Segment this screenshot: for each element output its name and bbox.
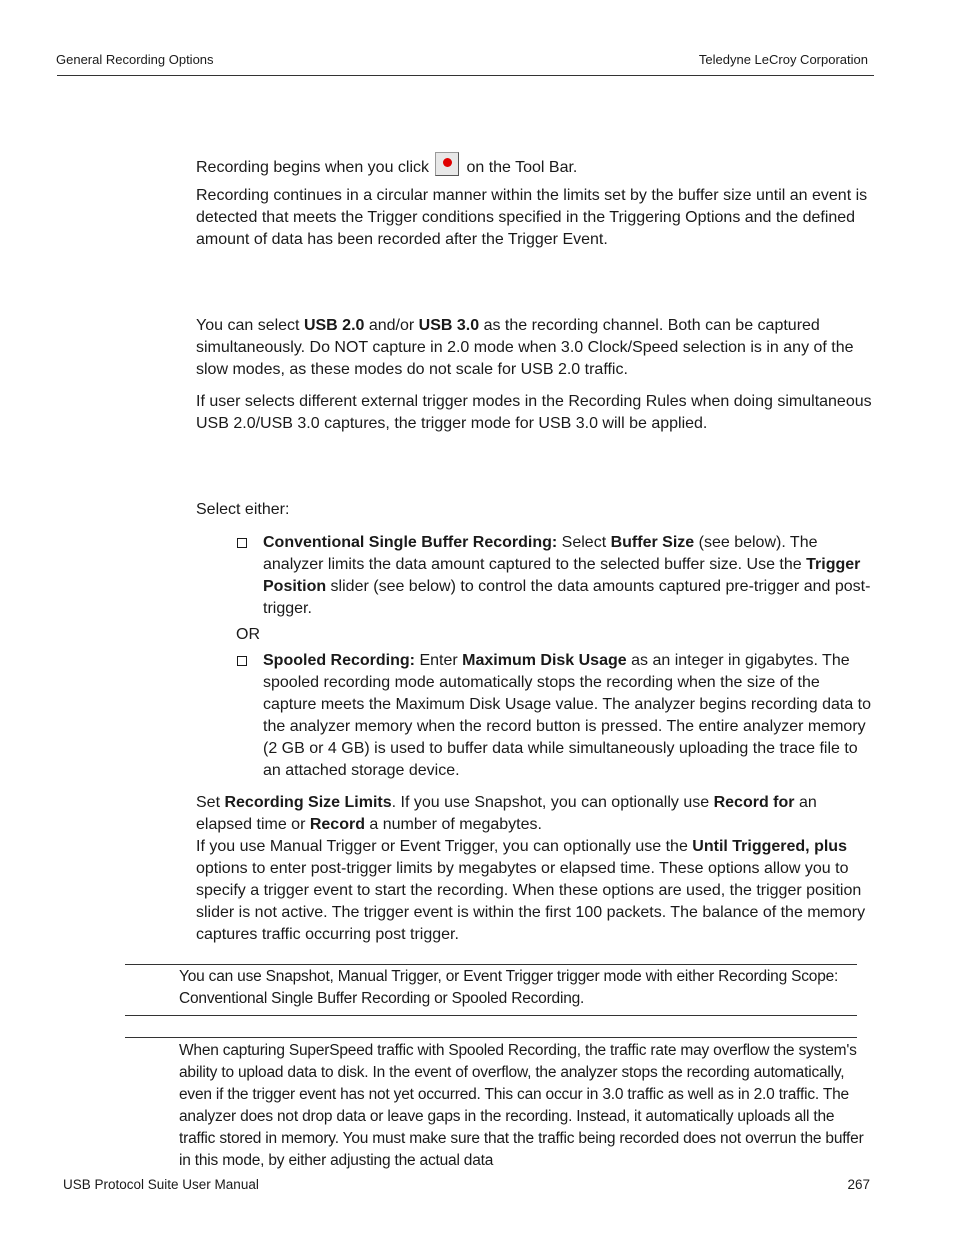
footer-page-number: 267 bbox=[847, 1177, 870, 1192]
header-company: Teledyne LeCroy Corporation bbox=[698, 52, 868, 67]
footer-manual-title: USB Protocol Suite User Manual bbox=[63, 1177, 259, 1192]
note-bottom-rule bbox=[125, 1015, 857, 1016]
checkbox-bullet-icon bbox=[237, 656, 247, 666]
conventional-recording-item: Conventional Single Buffer Recording: Select Buffer Size (see below). The analyzer limits the data amount captured to the selected buffer size. Use the Trigger Position slider (see below) to control the data amounts captured pre-trigger and post-trigger. bbox=[263, 534, 871, 617]
note-top-rule bbox=[125, 964, 857, 965]
header-divider bbox=[57, 75, 874, 76]
checkbox-bullet-icon bbox=[237, 538, 247, 548]
note2-top-rule bbox=[125, 1037, 857, 1038]
record-button-icon bbox=[435, 152, 459, 176]
header-title: General Recording Options bbox=[56, 52, 214, 67]
note-trigger-modes: You can use Snapshot, Manual Trigger, or Event Trigger trigger mode with either Recording Scope: Conventional Single Buffer Recording or Spooled Recording. bbox=[179, 968, 839, 1007]
recording-size-limits-paragraph: Set Recording Size Limits. If you use Snapshot, you can optionally use Record for an elapsed time or Record a number of megabytes. bbox=[196, 794, 817, 833]
recording-begins-paragraph: Recording begins when you click on the Tool Bar. bbox=[196, 152, 876, 179]
or-text: OR bbox=[236, 626, 260, 643]
note-superspeed-overflow: When capturing SuperSpeed traffic with Spooled Recording, the traffic rate may overflow the system's ability to upload data to disk. In the event of overflow, the analyzer stops the recording automatically, even if the trigger event has not yet occurred. This can occur in 3.0 traffic as well as in 2.0 traffic. The analyzer does not drop data or leave gaps in the recording. Instead, it automatically uploads all the traffic stored in memory. You must make sure that the traffic being recorded does not overrun the buffer in this mode, by either adjusting the actual data bbox=[179, 1042, 864, 1169]
spooled-recording-item: Spooled Recording: Enter Maximum Disk Usage as an integer in gigabytes. The spooled recording mode automatically stops the recording when the size of the capture meets the Maximum Disk Usage value. The analyzer begins recording data to the analyzer memory when the record button is pressed. The entire analyzer memory (2 GB or 4 GB) is used to buffer data while simultaneously uploading the trace file to an attached storage device. bbox=[263, 652, 872, 779]
recording-channel-paragraph: You can select USB 2.0 and/or USB 3.0 as the recording channel. Both can be captured simultaneously. Do NOT capture in 2.0 mode when 3.0 Clock/Speed selection is in any of the slow modes, as these modes do not scale for USB 2.0 traffic. bbox=[196, 317, 854, 378]
trigger-mode-paragraph: If user selects different external trigger modes in the Recording Rules when doing simultaneous USB 2.0/USB 3.0 captures, the trigger mode for USB 3.0 will be applied. bbox=[196, 393, 872, 432]
manual-trigger-paragraph: If you use Manual Trigger or Event Trigger, you can optionally use the Until Triggered, plus options to enter post-trigger limits by megabytes or elapsed time. These options allow you to specify a trigger event to start the recording. When these options are used, the trigger position slider is not active. The trigger event is within the first 100 packets. The balance of the memory captures traffic occurring post trigger. bbox=[196, 838, 866, 943]
select-either-text: Select either: bbox=[196, 501, 290, 518]
recording-continues-paragraph: Recording continues in a circular manner within the limits set by the buffer size until an event is detected that meets the Trigger conditions specified in the Triggering Options and the defined amount of data has been recorded after the Trigger Event. bbox=[196, 187, 868, 248]
